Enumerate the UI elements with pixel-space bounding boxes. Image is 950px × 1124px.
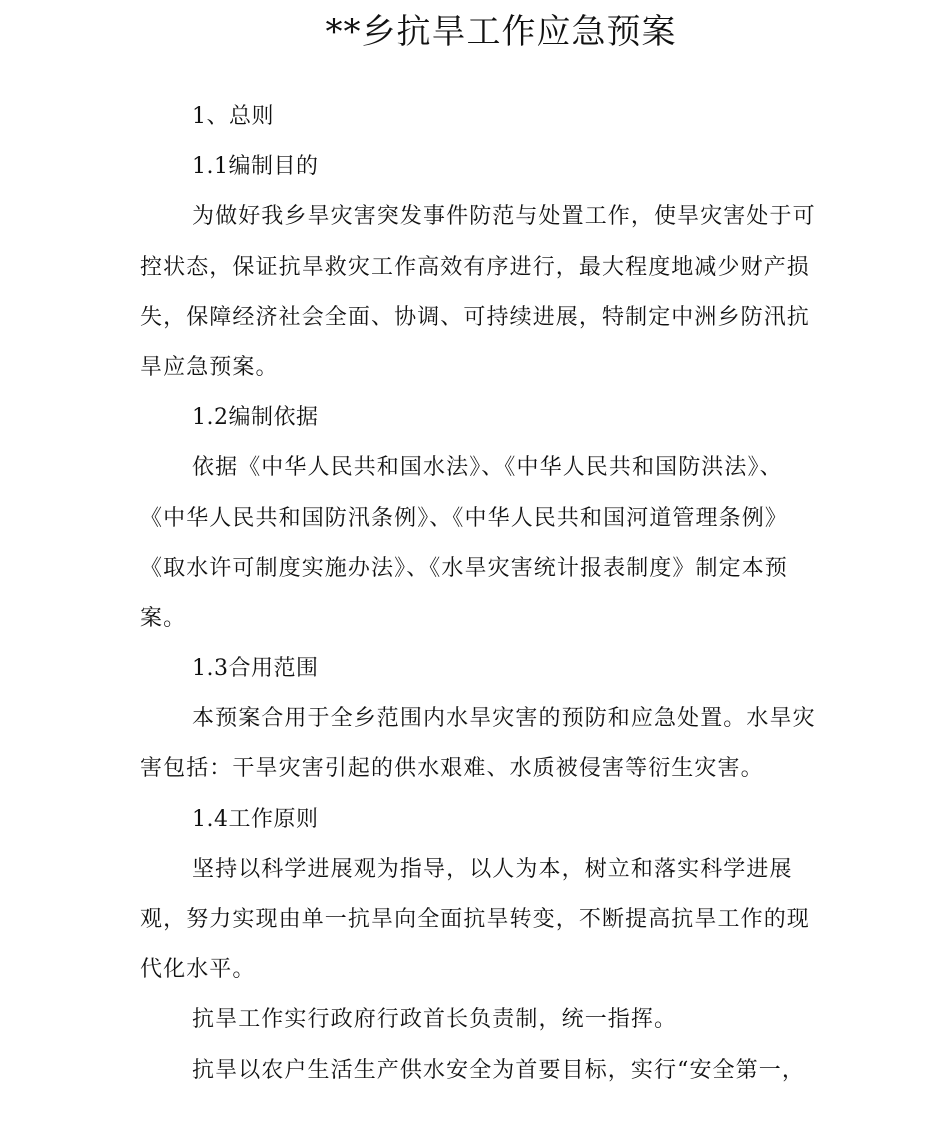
paragraph-line: 《中华人民共和国防汛条例》、《中华人民共和国河道管理条例》: [140, 505, 788, 531]
paragraph-line: 为做好我乡旱灾害突发事件防范与处置工作，使旱灾害处于可: [192, 204, 816, 230]
section-heading-basis: 1.2编制依据: [192, 405, 319, 431]
paragraph-line: 案。: [140, 605, 187, 631]
paragraph-line: 害包括：干旱灾害引起的供水艰难、水质被侵害等衍生灾害。: [140, 756, 764, 782]
paragraph-line: 依据《中华人民共和国水法》、《中华人民共和国防洪法》、: [192, 455, 783, 481]
paragraph-line: 观，努力实现由单一抗旱向全面抗旱转变，不断提高抗旱工作的现: [140, 907, 810, 932]
section-heading-general: 1、总则: [192, 104, 274, 129]
paragraph-line: 失，保障经济社会全面、协调、可持续进展，特制定中洲乡防汛抗: [140, 304, 810, 330]
document-body: [140, 92, 820, 1096]
section-heading-principles: 1.4工作原则: [192, 806, 319, 832]
paragraph-line: 坚持以科学进展观为指导，以人为本，树立和落实科学进展: [192, 856, 793, 882]
paragraph-line: 本预案合用于全乡范围内水旱灾害的预防和应急处置。水旱灾: [192, 706, 816, 732]
document-title: **乡抗旱工作应急预案: [325, 12, 677, 52]
paragraph-line: 旱应急预案。: [140, 354, 279, 380]
paragraph-line: 控状态，保证抗旱救灾工作高效有序进行，最大程度地减少财产损: [140, 254, 810, 280]
paragraph-line: 抗旱以农户生活生产供水安全为首要目标，实行“安全第一，: [192, 1057, 805, 1083]
section-heading-purpose: 1.1编制目的: [192, 154, 319, 180]
paragraph-line: 《取水许可制度实施办法》、《水旱灾害统计报表制度》制定本预: [140, 555, 788, 581]
paragraph-line: 代化水平。: [140, 957, 256, 983]
paragraph-line: 抗旱工作实行政府行政首长负责制，统一指挥。: [192, 1007, 678, 1033]
section-heading-scope: 1.3合用范围: [192, 656, 319, 682]
